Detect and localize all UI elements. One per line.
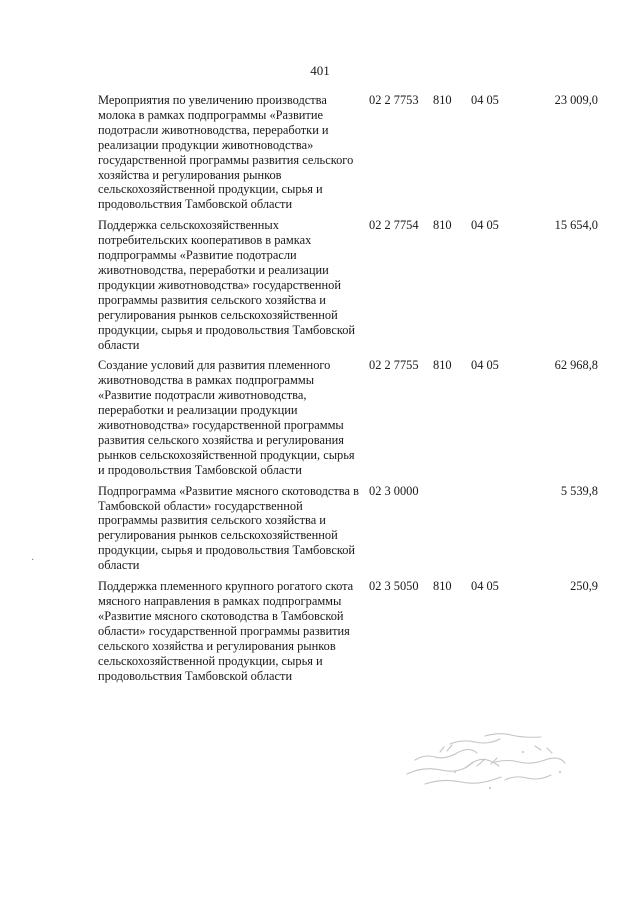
expense-type-code: 810 [433, 93, 452, 107]
row-description: Подпрограмма «Развитие мясного скотоводства в Тамбовской области» государственной программы развития сельского хозяйства и регулирования рынков сельскохозяйственной продукции, сырья и продовольствия Тамбовской области [98, 483, 359, 573]
target-article-code: 02 2 7754 [369, 218, 419, 233]
expense-type-code: 810 [433, 218, 452, 233]
expense-type-code: 810 [433, 358, 452, 373]
section-code: 04 05 [471, 93, 499, 107]
faded-stamp-image [395, 722, 585, 802]
section-code: 04 05 [471, 358, 499, 373]
page-number: 401 [310, 63, 330, 78]
amount: 15 654,0 [554, 218, 598, 233]
section-code: 04 05 [471, 218, 499, 233]
budget-table [98, 93, 608, 689]
margin-mark: · [31, 555, 35, 566]
amount: 23 009,0 [554, 93, 598, 107]
amount: 62 968,8 [554, 358, 598, 373]
row-description: Мероприятия по увеличению производства молока в рамках подпрограммы «Развитие подотрасли животноводства, переработки и реализации продукции животноводства» государственной программы развития сельского хозяйства и регулирования рынков сельскохозяйственной продукции, сырья и продовольствия Тамбовской области [98, 93, 354, 212]
table-row [98, 218, 608, 352]
target-article-code: 02 2 7755 [369, 358, 419, 373]
target-article-code: 02 3 0000 [369, 483, 419, 498]
target-article-code: 02 2 7753 [369, 93, 419, 107]
expense-type-code: 810 [433, 579, 452, 594]
row-description: Поддержка сельскохозяйственных потребительских кооперативов в рамках подпрограммы «Развитие подотрасли животноводства, переработки и реализации продукции животноводства» государственной программы развития сельского хозяйства и регулирования рынков сельскохозяйственной продукции, сырья и продовольствия Тамбовской области [98, 218, 356, 352]
target-article-code: 02 3 5050 [369, 579, 419, 594]
table-row [98, 484, 608, 573]
row-description: Поддержка племенного крупного рогатого скота мясного направления в рамках подпрограммы «Развитие мясного скотоводства в Тамбовской области» государственной программы развития сельского хозяйства и регулирования рынков сельскохозяйственной продукции, сырья и продовольствия Тамбовской области [98, 579, 354, 683]
section-code: 04 05 [471, 579, 499, 594]
amount: 5 539,8 [560, 483, 598, 498]
table-row [98, 93, 608, 212]
table-row [98, 579, 608, 683]
amount: 250,9 [570, 579, 598, 594]
table-row [98, 358, 608, 477]
row-description: Создание условий для развития племенного животноводства в рамках подпрограммы «Развитие подотрасли животноводства, переработки и реализации продукции животноводства» государственной программы развития сельского хозяйства и регулирования рынков сельскохозяйственной продукции, сырья и продовольствия Тамбовской области [98, 358, 355, 477]
